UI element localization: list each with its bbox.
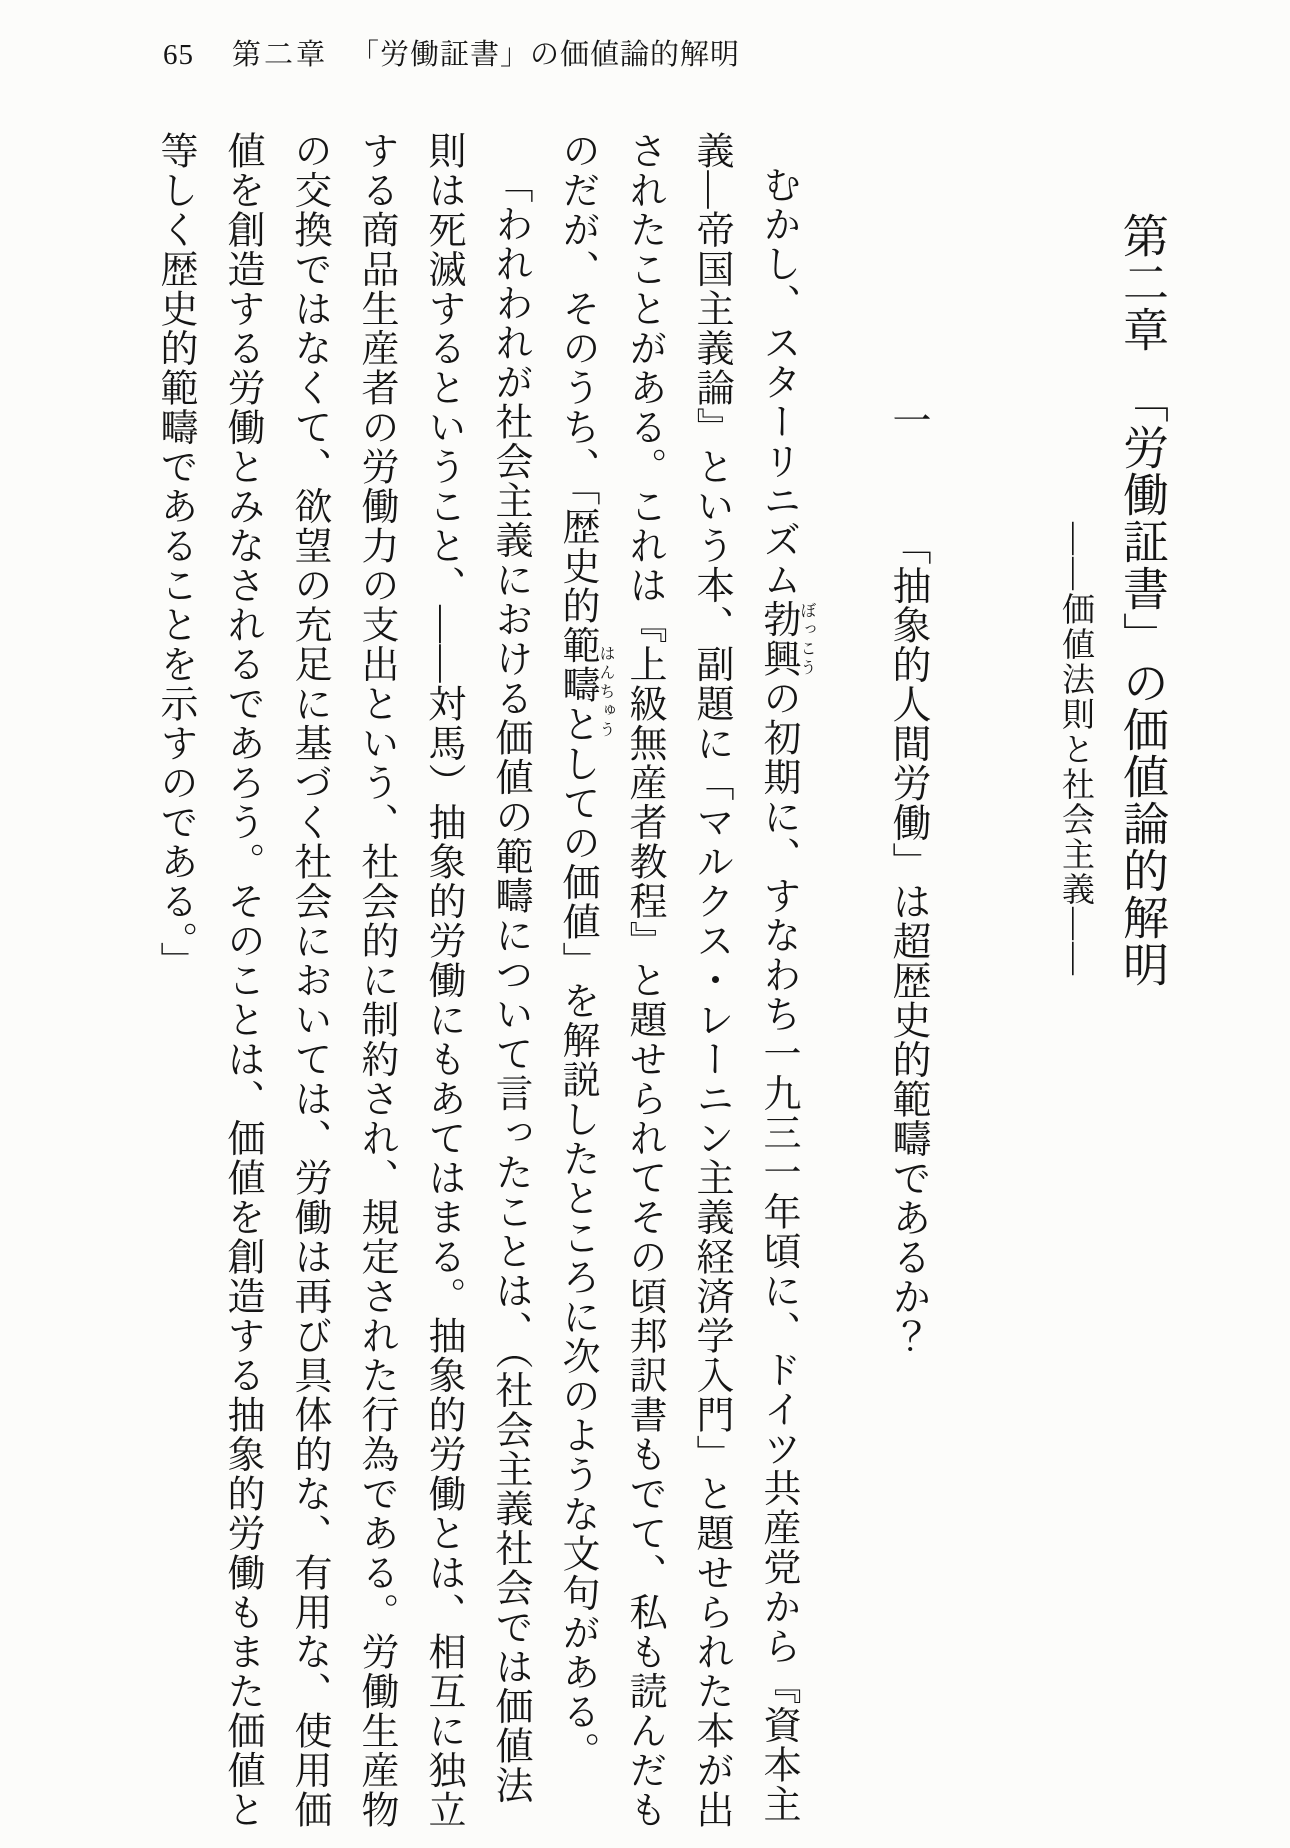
- header-chapter-title: 「労働証書」の価値論的解明: [350, 39, 741, 71]
- section-number: 一: [887, 400, 930, 440]
- section-title: 「抽象的人間労働」は超歴史的範疇であるか？: [887, 525, 930, 1355]
- body-column: する商品生産者の労働力の支出という、社会的に制約され、規定された行為である。労働生産物: [355, 131, 397, 1830]
- chapter-title: 第二章 「労働証書」の価値論的解明: [1117, 212, 1168, 988]
- body-column: 則は死滅するということ、——対馬）抽象的労働にもあてはまる。抽象的労働とは、相互に独立: [422, 131, 464, 1830]
- body-column: の交換ではなくて、欲望の充足に基づく社会においては、労働は再び具体的な、有用な、使用価: [288, 131, 330, 1830]
- section-heading: [884, 400, 931, 1355]
- furigana-hanchuu: はんちゅう: [597, 645, 614, 740]
- body-column: のだが、そのうち、「歴史的範疇としての価値」を解説したところに次のような文句がある。: [556, 131, 598, 1771]
- header-chapter-label: 第二章: [232, 39, 329, 71]
- page-number: 65: [163, 39, 194, 71]
- body-column: 「われわれが社会主義における価値の範疇について言ったことは、（社会主義社会では価値法: [489, 165, 531, 1805]
- body-column: 等しく歴史的範疇であることを示すのである。」: [154, 131, 196, 981]
- chapter-subtitle: ——価値法則と社会主義——: [1057, 522, 1093, 977]
- page-header: [163, 40, 740, 72]
- body-text: [141, 131, 811, 1831]
- body-column: されたことがある。これは『上級無産者教程』と題せられてその頃邦訳書もでて、私も読んだも: [623, 131, 665, 1830]
- furigana-bokkou: ぼっこう: [798, 602, 815, 678]
- body-column: 値を創造する労働とみなされるであろう。そのことは、価値を創造する抽象的労働もまた価値と: [221, 131, 263, 1830]
- body-column: むかし、スターリニズム勃興の初期に、すなわち一九三一年頃に、ドイツ共産党から『資本主: [757, 165, 799, 1824]
- body-column: 義—帝国主義論』という本、副題に「マルクス・レーニン主義経済学入門」と題せられた本が出: [690, 131, 732, 1830]
